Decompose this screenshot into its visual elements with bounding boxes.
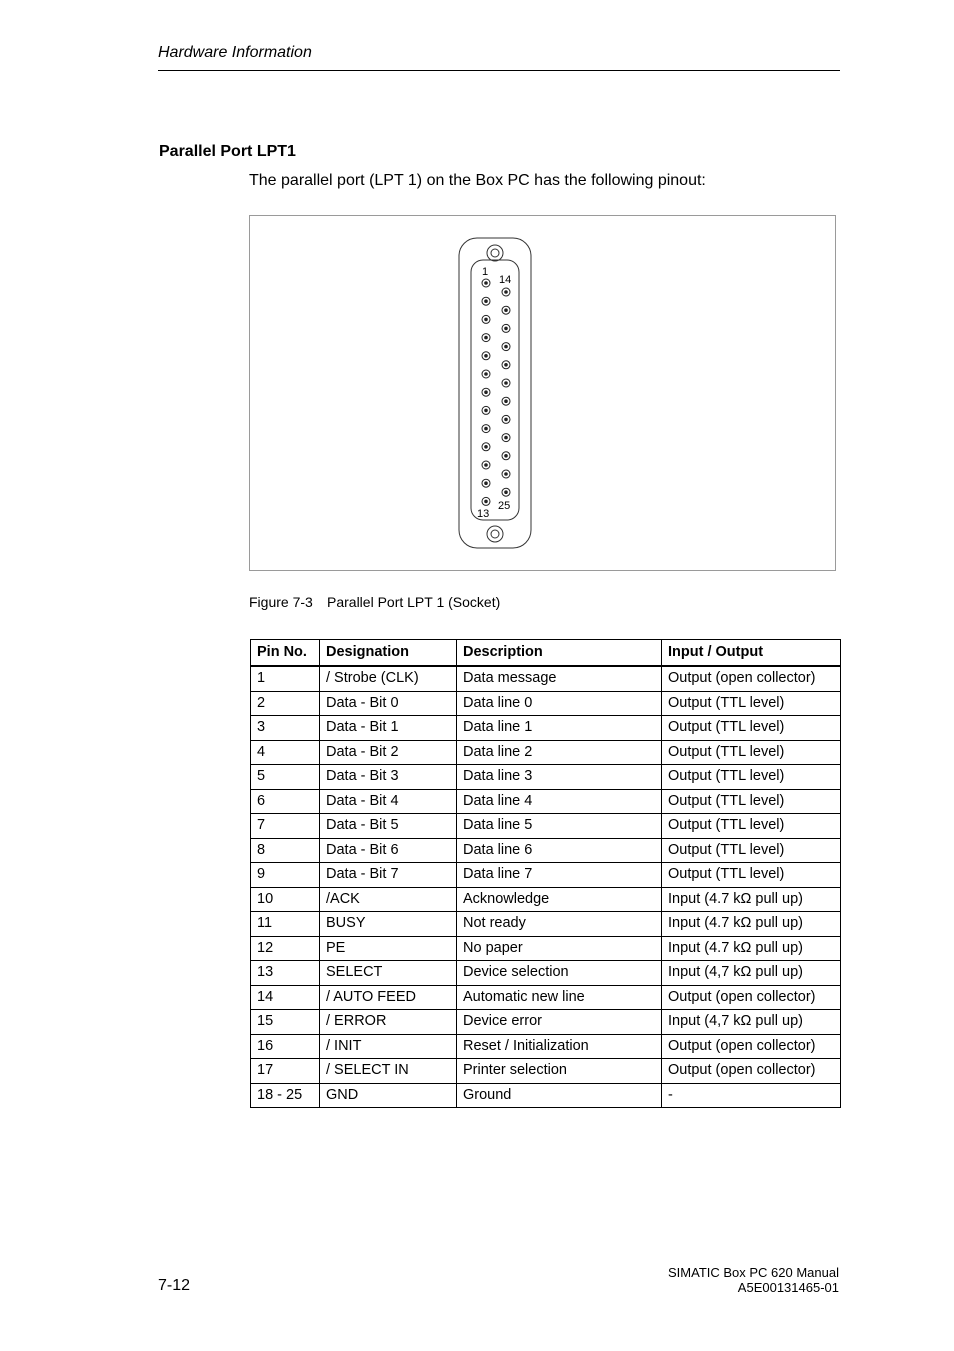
- connector-pin-4-center: [484, 336, 488, 340]
- table-header-row: [251, 640, 841, 667]
- table-row: [251, 1083, 841, 1108]
- connector-pin-20-center: [504, 399, 508, 403]
- cell-description: Data line 3: [457, 765, 662, 790]
- cell-pin-no: 16: [251, 1034, 320, 1059]
- footer-info: [668, 1265, 839, 1295]
- cell-designation: Data - Bit 4: [320, 789, 457, 814]
- cell-description: Data message: [457, 666, 662, 691]
- cell-description: Data line 7: [457, 863, 662, 888]
- cell-input-output: Output (TTL level): [662, 789, 841, 814]
- col-pin-no: Pin No.: [251, 640, 320, 667]
- cell-input-output: Output (TTL level): [662, 765, 841, 790]
- cell-description: Data line 0: [457, 691, 662, 716]
- connector-pin-10-center: [484, 445, 488, 449]
- cell-description: Reset / Initialization: [457, 1034, 662, 1059]
- cell-input-output: Output (open collector): [662, 1059, 841, 1084]
- connector-pin-18-center: [504, 363, 508, 367]
- connector-pin-3-center: [484, 318, 488, 322]
- cell-designation: /ACK: [320, 887, 457, 912]
- connector-pin-6-center: [484, 372, 488, 376]
- cell-designation: / ERROR: [320, 1010, 457, 1035]
- document-id: A5E00131465-01: [737, 1280, 839, 1295]
- cell-pin-no: 11: [251, 912, 320, 937]
- table-row: [251, 1059, 841, 1084]
- cell-input-output: Output (TTL level): [662, 838, 841, 863]
- page-number: 7-12: [158, 1277, 191, 1294]
- table-row: [251, 887, 841, 912]
- cell-description: Device selection: [457, 961, 662, 986]
- connector-pin-1-center: [484, 281, 488, 285]
- connector-pin-11-center: [484, 463, 488, 467]
- cell-designation: SELECT: [320, 961, 457, 986]
- section-heading: Parallel Port LPT1: [159, 143, 296, 160]
- cell-pin-no: 12: [251, 936, 320, 961]
- table-row: [251, 765, 841, 790]
- cell-designation: BUSY: [320, 912, 457, 937]
- table-row: [251, 863, 841, 888]
- connector-pin-2-center: [484, 299, 488, 303]
- cell-designation: / AUTO FEED: [320, 985, 457, 1010]
- cell-designation: / Strobe (CLK): [320, 666, 457, 691]
- cell-pin-no: 10: [251, 887, 320, 912]
- connector-pin-19-center: [504, 381, 508, 385]
- table-row: [251, 691, 841, 716]
- figure-caption: [249, 594, 500, 610]
- cell-input-output: Output (open collector): [662, 1034, 841, 1059]
- cell-input-output: Output (open collector): [662, 666, 841, 691]
- cell-input-output: Input (4,7 kΩ pull up): [662, 1010, 841, 1035]
- db25-connector-diagram: [250, 216, 837, 572]
- table-row: [251, 961, 841, 986]
- cell-designation: Data - Bit 2: [320, 740, 457, 765]
- cell-pin-no: 9: [251, 863, 320, 888]
- cell-description: Acknowledge: [457, 887, 662, 912]
- connector-pin-24-center: [504, 472, 508, 476]
- cell-description: Data line 1: [457, 716, 662, 741]
- cell-pin-no: 13: [251, 961, 320, 986]
- table-row: [251, 716, 841, 741]
- cell-designation: Data - Bit 3: [320, 765, 457, 790]
- cell-description: Data line 4: [457, 789, 662, 814]
- cell-input-output: Output (TTL level): [662, 740, 841, 765]
- cell-input-output: Input (4.7 kΩ pull up): [662, 912, 841, 937]
- cell-input-output: Input (4.7 kΩ pull up): [662, 936, 841, 961]
- cell-designation: Data - Bit 6: [320, 838, 457, 863]
- cell-description: Device error: [457, 1010, 662, 1035]
- cell-description: No paper: [457, 936, 662, 961]
- table-row: [251, 838, 841, 863]
- cell-designation: / INIT: [320, 1034, 457, 1059]
- connector-pin-5-center: [484, 354, 488, 358]
- table-row: [251, 985, 841, 1010]
- cell-designation: GND: [320, 1083, 457, 1108]
- caption-number: Figure 7-3: [249, 594, 313, 610]
- pinout-table-body: [251, 666, 841, 1108]
- pin-label-14: 14: [499, 274, 512, 286]
- header-rule: [158, 70, 840, 71]
- cell-pin-no: 17: [251, 1059, 320, 1084]
- running-header: Hardware Information: [158, 44, 312, 61]
- col-description: Description: [457, 640, 662, 667]
- connector-pin-21-center: [504, 418, 508, 422]
- cell-input-output: Output (TTL level): [662, 814, 841, 839]
- cell-pin-no: 15: [251, 1010, 320, 1035]
- connector-pin-25-center: [504, 490, 508, 494]
- connector-pin-23-center: [504, 454, 508, 458]
- pin-label-1: 1: [482, 266, 489, 278]
- cell-pin-no: 4: [251, 740, 320, 765]
- cell-pin-no: 6: [251, 789, 320, 814]
- connector-pin-22-center: [504, 436, 508, 440]
- connector-pin-17-center: [504, 345, 508, 349]
- mounting-hole-top-inner: [491, 249, 499, 257]
- cell-description: Data line 5: [457, 814, 662, 839]
- pinout-table: [250, 639, 841, 1108]
- connector-pin-14-center: [504, 290, 508, 294]
- manual-title: SIMATIC Box PC 620 Manual: [668, 1265, 839, 1280]
- connector-pin-15-center: [504, 308, 508, 312]
- connector-pin-8-center: [484, 409, 488, 413]
- cell-description: Data line 2: [457, 740, 662, 765]
- cell-pin-no: 7: [251, 814, 320, 839]
- cell-pin-no: 18 - 25: [251, 1083, 320, 1108]
- cell-input-output: Input (4,7 kΩ pull up): [662, 961, 841, 986]
- cell-pin-no: 14: [251, 985, 320, 1010]
- connector-outer-shell: [459, 238, 531, 548]
- cell-pin-no: 2: [251, 691, 320, 716]
- table-row: [251, 814, 841, 839]
- col-designation: Designation: [320, 640, 457, 667]
- connector-inner-shell: [471, 260, 519, 520]
- mounting-hole-bottom: [487, 526, 503, 542]
- cell-designation: Data - Bit 1: [320, 716, 457, 741]
- cell-description: Not ready: [457, 912, 662, 937]
- connector-pin-9-center: [484, 427, 488, 431]
- table-row: [251, 936, 841, 961]
- pin-label-13: 13: [477, 508, 490, 520]
- connector-pin-16-center: [504, 327, 508, 331]
- table-row: [251, 740, 841, 765]
- cell-input-output: Output (TTL level): [662, 716, 841, 741]
- table-row: [251, 1034, 841, 1059]
- connector-pin-12-center: [484, 481, 488, 485]
- cell-input-output: Input (4.7 kΩ pull up): [662, 887, 841, 912]
- cell-description: Printer selection: [457, 1059, 662, 1084]
- pin-label-25: 25: [498, 500, 511, 512]
- table-row: [251, 912, 841, 937]
- cell-pin-no: 3: [251, 716, 320, 741]
- cell-input-output: -: [662, 1083, 841, 1108]
- table-row: [251, 789, 841, 814]
- mounting-hole-bottom-inner: [491, 530, 499, 538]
- mounting-hole-top: [487, 245, 503, 261]
- cell-designation: / SELECT IN: [320, 1059, 457, 1084]
- cell-description: Ground: [457, 1083, 662, 1108]
- cell-designation: Data - Bit 0: [320, 691, 457, 716]
- table-row: [251, 1010, 841, 1035]
- connector-pin-13-center: [484, 500, 488, 504]
- table-row: [251, 666, 841, 691]
- cell-input-output: Output (open collector): [662, 985, 841, 1010]
- cell-designation: Data - Bit 7: [320, 863, 457, 888]
- cell-designation: PE: [320, 936, 457, 961]
- col-input-output: Input / Output: [662, 640, 841, 667]
- connector-pin-7-center: [484, 390, 488, 394]
- caption-text: Parallel Port LPT 1 (Socket): [327, 594, 501, 610]
- cell-designation: Data - Bit 5: [320, 814, 457, 839]
- cell-description: Automatic new line: [457, 985, 662, 1010]
- cell-pin-no: 8: [251, 838, 320, 863]
- cell-input-output: Output (TTL level): [662, 691, 841, 716]
- cell-description: Data line 6: [457, 838, 662, 863]
- cell-pin-no: 5: [251, 765, 320, 790]
- cell-input-output: Output (TTL level): [662, 863, 841, 888]
- cell-pin-no: 1: [251, 666, 320, 691]
- intro-paragraph: The parallel port (LPT 1) on the Box PC has the following pinout:: [249, 172, 706, 189]
- connector-figure: [249, 215, 836, 571]
- pin-group: [482, 279, 510, 505]
